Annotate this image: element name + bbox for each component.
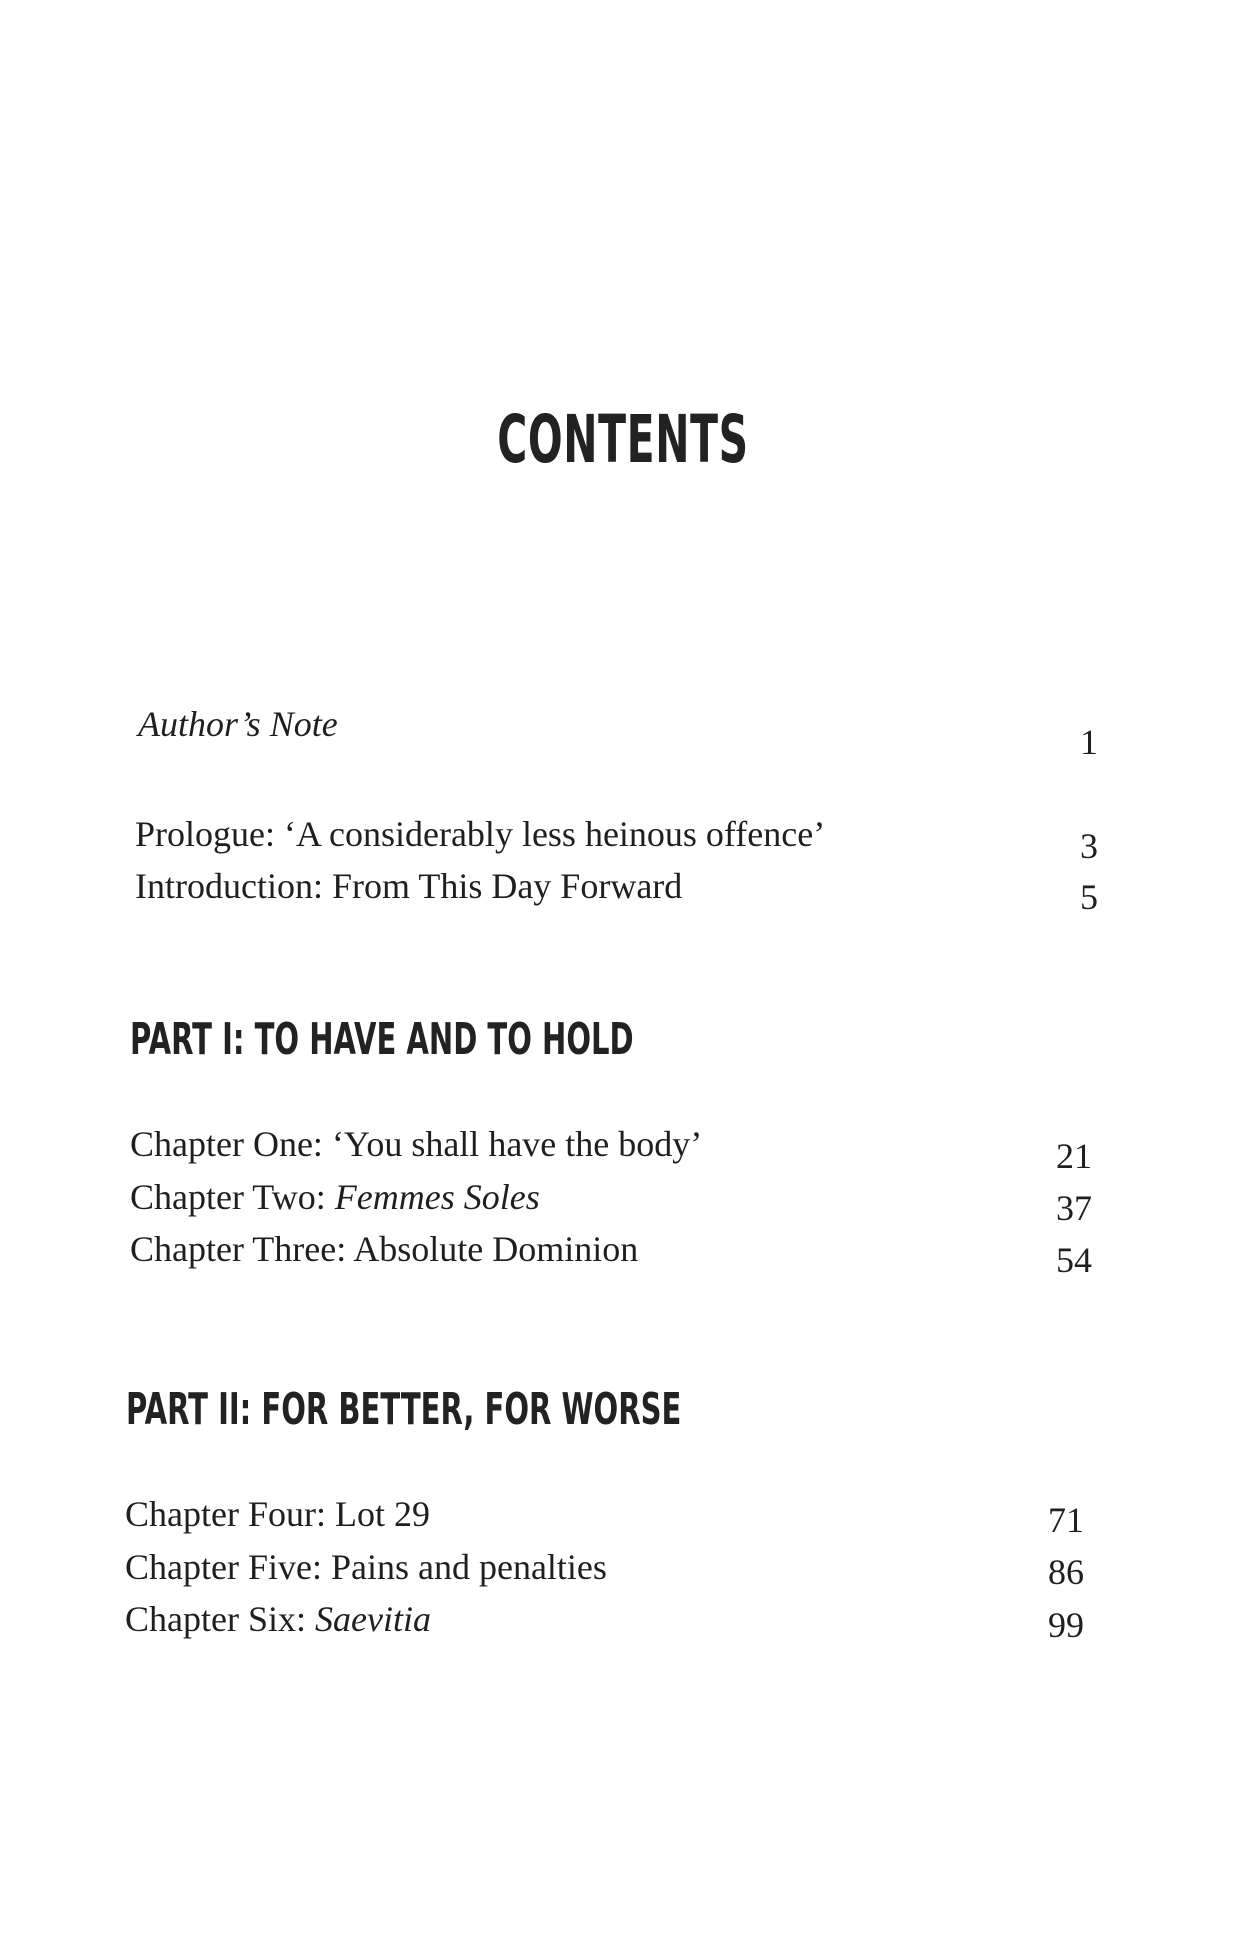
- page-number: 37: [1056, 1188, 1092, 1228]
- toc-entry-chapter-three[interactable]: [130, 1227, 638, 1271]
- page-number: 99: [1048, 1605, 1084, 1645]
- toc-entry-chapter-four[interactable]: [125, 1492, 430, 1536]
- page-number: 21: [1056, 1136, 1092, 1176]
- entry-prefix: Chapter Three:: [130, 1229, 354, 1269]
- page-number: 5: [1080, 877, 1098, 917]
- page-number: 71: [1048, 1500, 1084, 1540]
- entry-prefix: Chapter Four:: [125, 1494, 335, 1534]
- entry-prefix: Chapter Two:: [130, 1177, 335, 1217]
- entry-title: Femmes Soles: [334, 1177, 540, 1217]
- entry-title: From This Day Forward: [331, 866, 683, 906]
- entry-prefix: Chapter One:: [130, 1124, 332, 1164]
- part-heading-2: PART II: FOR BETTER, FOR WORSE: [126, 1384, 682, 1435]
- entry-prefix: Chapter Five:: [125, 1547, 331, 1587]
- entry-title: Pains and penalties: [330, 1547, 607, 1587]
- toc-entry-chapter-five[interactable]: [125, 1545, 607, 1589]
- page-number: 1: [1080, 722, 1098, 762]
- page-number: 54: [1056, 1240, 1092, 1280]
- toc-entry-chapter-one[interactable]: [130, 1122, 702, 1166]
- toc-entry-chapter-two[interactable]: [130, 1175, 540, 1219]
- page-number: 3: [1080, 826, 1098, 866]
- page-number: 86: [1048, 1552, 1084, 1592]
- entry-title: ‘A considerably less heinous offence’: [284, 814, 826, 854]
- entry-prefix: Prologue:: [135, 814, 284, 854]
- toc-entry-prologue[interactable]: [135, 812, 825, 856]
- page-title: CONTENTS: [497, 401, 749, 478]
- entry-prefix: Chapter Six:: [125, 1599, 315, 1639]
- entry-title: Saevitia: [314, 1599, 431, 1639]
- entry-title: Lot 29: [334, 1494, 430, 1534]
- entry-title: Absolute Dominion: [353, 1229, 639, 1269]
- entry-title: ‘You shall have the body’: [331, 1124, 703, 1164]
- part-heading-1: PART I: TO HAVE AND TO HOLD: [130, 1014, 634, 1065]
- entry-prefix: Introduction:: [135, 866, 332, 906]
- toc-entry-authors-note[interactable]: [138, 702, 338, 746]
- entry-label: Author’s Note: [138, 704, 338, 744]
- toc-entry-chapter-six[interactable]: [125, 1597, 431, 1641]
- toc-entry-introduction[interactable]: [135, 864, 682, 908]
